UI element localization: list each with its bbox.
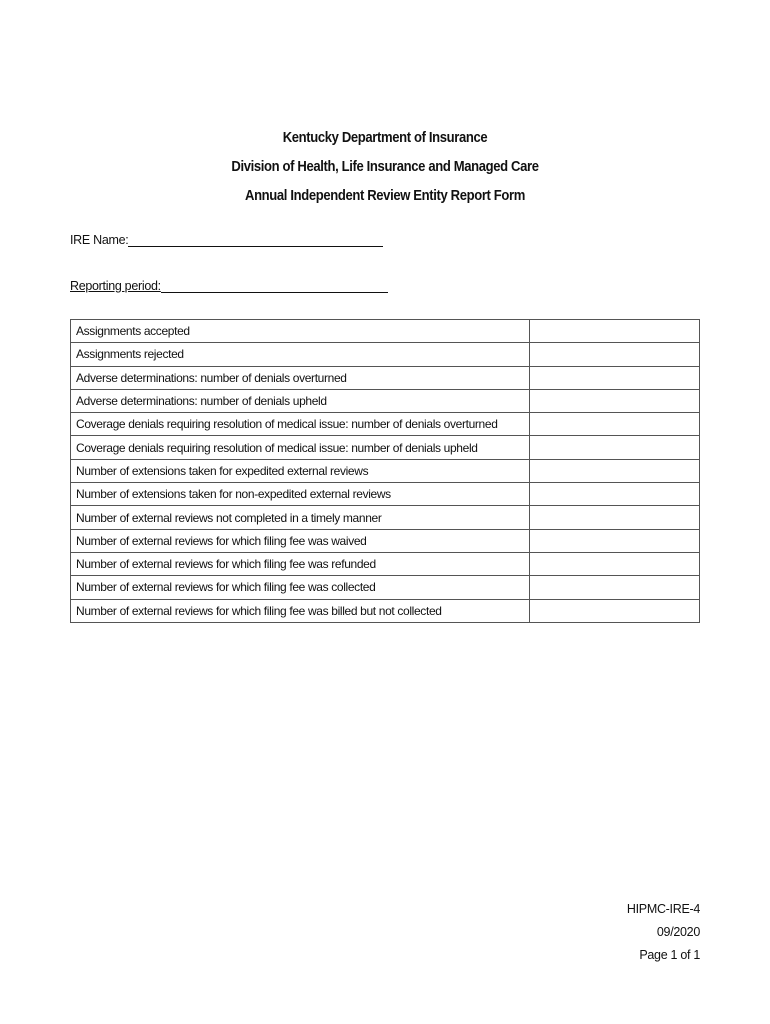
header-division: Division of Health, Life Insurance and Managed Care xyxy=(231,159,539,175)
table-row xyxy=(71,529,700,552)
reporting-period-blank-line[interactable] xyxy=(161,279,388,293)
reporting-period-field xyxy=(70,279,388,293)
row-value-cell[interactable] xyxy=(529,343,699,366)
row-value-cell[interactable] xyxy=(529,389,699,412)
form-id: HIPMC-IRE-4 xyxy=(626,902,700,916)
header-department: Kentucky Department of Insurance xyxy=(282,130,488,146)
row-value-cell[interactable] xyxy=(529,436,699,459)
table-row xyxy=(71,552,700,575)
table-row xyxy=(71,459,700,482)
row-value-cell[interactable] xyxy=(529,459,699,482)
ire-name-blank-line[interactable] xyxy=(128,233,383,247)
row-value-cell[interactable] xyxy=(529,599,699,622)
row-label: Number of extensions taken for expedited external reviews xyxy=(71,459,530,482)
row-value-cell[interactable] xyxy=(529,529,699,552)
row-value-cell[interactable] xyxy=(529,576,699,599)
reporting-period-label: Reporting period: xyxy=(70,279,161,293)
row-value-cell[interactable] xyxy=(529,320,699,343)
header-form-title: Annual Independent Review Entity Report Form xyxy=(245,188,525,204)
row-label: Coverage denials requiring resolution of medical issue: number of denials overturned xyxy=(71,413,530,436)
row-value-cell[interactable] xyxy=(529,506,699,529)
table-row xyxy=(71,506,700,529)
table-row xyxy=(71,389,700,412)
document-footer xyxy=(627,898,700,967)
table-row xyxy=(71,436,700,459)
row-value-cell[interactable] xyxy=(529,552,699,575)
table-row xyxy=(71,343,700,366)
table-row xyxy=(71,366,700,389)
row-label: Number of external reviews not completed in a timely manner xyxy=(71,506,530,529)
row-label: Number of external reviews for which filing fee was billed but not collected xyxy=(71,599,530,622)
page-number: Page 1 of 1 xyxy=(639,948,700,962)
row-value-cell[interactable] xyxy=(529,483,699,506)
row-label: Assignments accepted xyxy=(71,320,530,343)
row-value-cell[interactable] xyxy=(529,413,699,436)
revision-date: 09/2020 xyxy=(656,925,700,939)
table-row xyxy=(71,320,700,343)
table-row xyxy=(71,413,700,436)
row-label: Number of external reviews for which filing fee was refunded xyxy=(71,552,530,575)
row-label: Number of external reviews for which filing fee was waived xyxy=(71,529,530,552)
row-label: Number of extensions taken for non-expedited external reviews xyxy=(71,483,530,506)
ire-name-label: IRE Name: xyxy=(70,233,129,247)
document-header xyxy=(0,124,770,211)
row-label: Number of external reviews for which filing fee was collected xyxy=(71,576,530,599)
row-label: Coverage denials requiring resolution of medical issue: number of denials upheld xyxy=(71,436,530,459)
table-row xyxy=(71,599,700,622)
table-row xyxy=(71,483,700,506)
row-label: Adverse determinations: number of denials overturned xyxy=(71,366,530,389)
row-label: Adverse determinations: number of denials upheld xyxy=(71,389,530,412)
row-label: Assignments rejected xyxy=(71,343,530,366)
row-value-cell[interactable] xyxy=(529,366,699,389)
report-table xyxy=(70,319,700,623)
table-row xyxy=(71,576,700,599)
ire-name-field xyxy=(70,233,383,247)
